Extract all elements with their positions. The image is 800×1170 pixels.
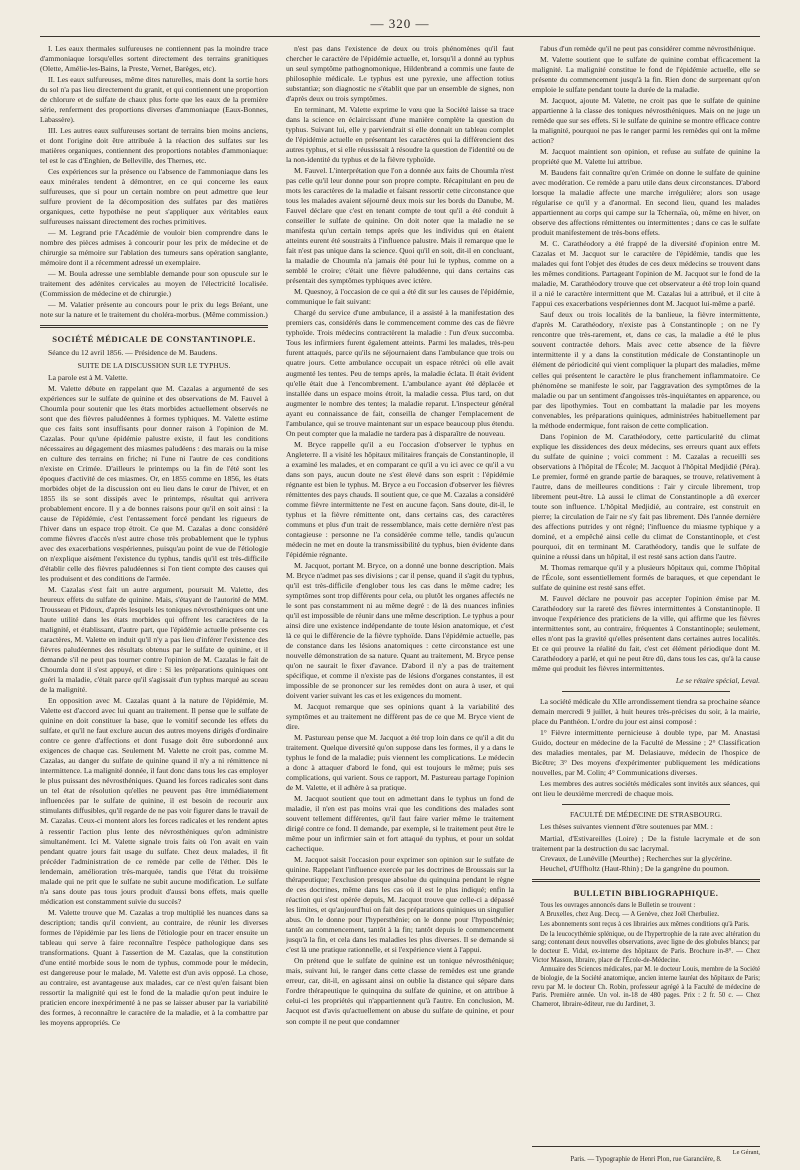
divider [562, 804, 730, 805]
paragraph: M. Quesnoy, à l'occasion de ce qui a été dit sur les causes de l'épidémie, communique le fait suivant: [286, 287, 514, 307]
gerant-label: Le Gérant, [732, 1149, 760, 1156]
paragraph: M. Jacquot, ajoute M. Valette, ne croit pas que le sulfate de quinine appartienne à la classe des toniques névrosthéniques. Mais on ne juge un remède que sur ses effets. Si le sulfate de quinine se montre efficace contre la malignité, pourquoi ne pas le ranger parmi les remèdes qui ont la même action? [532, 96, 760, 146]
paragraph: M. Valette trouve que M. Cazalas a trop multiplié les nuances dans sa description; tandis qu'il convient, au contraire, de réunir les diverses formes de l'épidémie par les liens de l'étiologie pour en tracer ensuite un tableau qui serve à faire reconnaître l'espèce pathologique dans ses transformations. Quant à l'assertion de M. Cazalas, que la constitution d'une entité morbide sous le nom de typhus, commode pour le médecin, est dangereuse pour le malade, M. Valette est d'un avis opposé. La chose, au contraire, est avantageuse aux malades, car ce n'est qu'en faisant bien ressortir la malignité qui est le fond de la maladie qu'on peut induire le praticien encore inexpérimenté à ne pas se laisser abuser par la variabilité des formes, à reconnaître le caractère de la maladie, et à la combattre par les moyens appropriés. Ce [40, 907, 268, 1027]
header-rule [40, 36, 760, 37]
section-divider [40, 325, 268, 328]
bulletin-title: BULLETIN BIBLIOGRAPHIQUE. [573, 888, 719, 899]
column-2 [286, 44, 514, 1138]
notice-paragraph: 1° Fièvre intermittente pernicieuse à double type, par M. Anastasi Guido, docteur en médecine de la Faculté de Messine ; 2° Classification des maladies mentales, par M. Delasiauve, médecin de l'hospice de Bicêtre; 3° Des moyens d'expérimenter publiquement les médications nouvelles, par M. Colin; 4° Communications diverses. [532, 728, 760, 778]
biblio-entry: Tous les ouvrages annoncés dans le Bulletin se trouvent : [540, 901, 696, 909]
printer-line: Paris. — Typographie de Henri Plon, rue Garancière, 8. [570, 1156, 722, 1163]
paragraph: M. Valette soutient que le sulfate de quinine combat efficacement la malignité. La malignité constitue le fond de l'épidémie actuelle, elle se présente du commencement jusqu'à la fin. Rien donc de surprenant qu'on emploie le sulfate pendant toute la durée de la maladie. [532, 55, 760, 95]
paragraph: l'abus d'un remède qu'il ne peut pas considérer comme névrosthénique. [540, 44, 756, 53]
paragraph: M. Fauvel. L'interprétation que l'on a donnée aux faits de Choumla n'est pas celle qu'il leur donne pour son propre compte. Récapitulant en peu de mots les caractères de la maladie et faisant ressortir cette circonstance que tous les malades avaient séjourné deux mois sur les bords du Danube, M. Fauvel déclare que c'est en tenant compte de tout qu'il a été conduit à conseiller le sulfate de quinine. On doit noter que la maladie ne se manifesta qu'un certain temps après que les individus qui en étaient atteints eurent été soustraits à l'influence palustre. Mais il remarque que le fait n'est pas unique dans la science. Quoi qu'il en soit, dit-il en concluant, la maladie de Choumla n'a jamais été pour lui le typhus, comme on a semblé le croire; c'était une fièvre paludéenne, qui dans certains cas présentait des symptômes typhiques avec ictère. [286, 166, 514, 286]
session-line: Séance du 12 avril 1856. — Présidence de M. Baudens. [48, 347, 218, 357]
paragraph: M. Pastureau pense que M. Jacquot a été trop loin dans ce qu'il a dit du traitement. Quelque diversité qu'on suppose dans les formes, il y a dans le typhus le fond de la maladie; puis viennent les complications. Le médecin a donc à attaquer d'abord le fond, qui est toujours le même; puis ses complications, qui varient. Sous ce rapport, M. Pastureau partage l'opinion de M. Valette, et il adhère à sa pratique. [286, 733, 514, 793]
printer-footer [532, 1146, 760, 1163]
paragraph: M. Jacquot saisit l'occasion pour exprimer son opinion sur le sulfate de quinine. Rappelant l'influence exercée par les doctrines de Broussais sur la thérapeutique; l'exclusion presque absolue du quinquina pendant le règne de ces doctrines, même dans les cas où il est le plus indiqué; enfin la réaction qui s'est opérée depuis, M. Jacquot trouve que celle-ci a dépassé les limites, et qu'aujourd'hui on fait des préparations quiniques un singulier abus. On le donne pour l'hypersthénie; on le donne pour l'hyposthénie; tantôt au commencement, tantôt à la fin; tantôt depuis le commencement jusqu'à la fin, et cela dans les maladies les plus diverses. Il se demande si c'est là une pratique rationnelle, et si l'expérience vient à l'appui. [286, 855, 514, 955]
paragraph: En terminant, M. Valette exprime le vœu que la Société laisse sa trace dans la science en éclaircissant d'une manière complète la question du typhus. Suivant lui, elle y parviendrait si elle donnait un tableau complet de l'épidémie actuelle en présentant les caractères qui la différencient des autres typhus, et si elle réussissait à résoudre la question de l'identité ou de la non-identité du typhus et de la fièvre typhoïde. [286, 105, 514, 165]
paragraph: — M. Valatier présente au concours pour le prix du legs Bréant, une note sur la nature et le traitement du choléra-morbus. (Même commission.) [40, 300, 268, 320]
paragraph: M. Jacquot maintient son opinion, et refuse au sulfate de quinine la propriété que M. Valette lui attribue. [532, 147, 760, 167]
paragraph: Chargé du service d'une ambulance, il a assisté à la manifestation des premiers cas, considérés dans le commencement comme des cas de fièvre typhoïde. Trois médecins contractèrent la maladie : l'un d'eux succomba. Tous les infirmiers furent également atteints. Parmi les malades, très-peu furent attaqués, parce qu'ils ne séjournaient dans l'ambulance que trois ou quatre jours. Cette ambulance occupait un espace rétréci où elle avait augmenté les tentes. Peu de temps après, la maladie éclata. Il était évident qu'elle était due à l'encombrement. L'ambulance ayant été déplacée et installée dans un espace moins étroit, la maladie cessa. Plus tard, on dut augmenter le nombre des tentes; la maladie reparut. L'inspecteur général ayant eu connaissance de fait, conseilla de changer l'emplacement de l'ambulance, qui se trouve maintenant sur un espace beaucoup plus étendu. On peut compter que la maladie ne tardera pas à disparaître de nouveau. [286, 308, 514, 438]
biblio-entry: A Bruxelles, chez Aug. Decq. — A Genève, chez Joël Cherbuliez. [540, 911, 720, 919]
paragraph: II. Les eaux sulfureuses, même dites naturelles, mais dont la sortie hors du sol n'a pas lieu directement du granit, et qui contiennent une proportion de chlorure et de sulfate de chaux plus forte que les eaux de la première série, renferment des proportions diverses d'ammoniaque (Eaux-Bonnes, Labassère). [40, 75, 268, 125]
paragraph: M. Cazalas s'est fait un autre argument, poursuit M. Valette, des heureux effets du sulfate de quinine. Mais, s'étayant de l'autorité de MM. Trousseau et Pidoux, d'après lesquels les toniques névrosthéniques ont une haute utilité dans les états morbides qui offrent les caractères de la malignité, et établissant, d'autre part, que l'épidémie actuelle présente ces caractères, M. Valette en induit qu'il n'y a pas lieu d'inférer l'existence des fièvres paludéennes des résultats obtenus par le sulfate de quinine, et il demande s'il ne peut pas tourner contre l'opinion de M. Cazalas le fait de Choumla dont il s'est appuyé, et dire : Si les préparations quiniques ont guéri la maladie, c'était parce qu'il s'agissait d'un typhus marqué au sceau de la malignité. [40, 585, 268, 695]
paragraph: M. Jacquot soutient que tout en admettant dans le typhus un fond de maladie, il n'en est pas moins vrai que les conditions des malades sont souvent tellement différentes, qu'il faut faire varier même le traitement dirigé contre ce fond. Il demande, par exemple, si le traitement peut être le même pour un infirmier sain et fort attaqué du typhus, et pour un soldat cachectique. [286, 794, 514, 854]
list-item: Martial, d'Estivareilles (Loire) ; De la fistule lacrymale et de son traitement par la destruction du sac lacrymal. [532, 834, 760, 854]
page-number: — 320 — [370, 16, 430, 31]
paragraph: I. Les eaux thermales sulfureuses ne contiennent pas la moindre trace d'ammoniaque lorsqu'elles sortent directement des terrains granitiques (Olette, Amélie-les-Bains, la Preste, Vernet, Barèges, etc). [40, 44, 268, 74]
secretary-signature: Le se rétaire spécial, Leval. [675, 675, 760, 685]
paragraph: On prétend que le sulfate de quinine est un tonique névrosthénique; mais, suivant lui, le ranger dans cette classe de remèdes est une grande erreur, car, dit-il, en agissant ainsi on oublie la distance qui sépare dans l'ordre thérapeutique le quinquina du sulfate de quinine, et on attribue à celui-ci les propriétés qui n'appartiennent qu'à l'autre. En conclusion, M. Jacquot est d'avis qu'actuellement on abuse du sulfate de quinine, et pour son compte il ne peut que condamner [286, 956, 514, 1026]
theses-intro: Les thèses suivantes viennent d'être soutenues par MM. : [540, 822, 713, 832]
paragraph: — M. Boula adresse une semblable demande pour son opuscule sur le traitement des adénites cervicales au moyen de l'électricité localisée. (Commission de médecine et de chirurgie.) [40, 269, 268, 299]
faculty-title: FACULTÉ DE MÉDECINE DE STRASBOURG. [569, 810, 723, 820]
paragraph: La parole est à M. Valette. [48, 372, 128, 382]
notice-paragraph: La société médicale du XIIe arrondissement tiendra sa prochaine séance demain mercredi 9 juillet, à huit heures très-précises du soir, à la mairie, place du Panthéon. L'ordre du jour est ainsi composé : [532, 696, 760, 727]
paragraph: M. Fauvel déclare ne pouvoir pas accepter l'opinion émise par M. Carathéodory sur la rareté des fièvres intermittentes à Constantinople. Il invoque l'expérience des praticiens de la ville, qui affirme que les fièvres intermittentes sont, au contraire, fréquentes à Constantinople; seulement, elles n'ont pas la gravité qu'elles présentent dans certaines autres localités. Et ce qui prouve la réalité du fait, c'est cet élément périodique dont M. Carathéodory a parlé, et qui ne peut être dû, dans tous les cas, qu'à la cause même qui produit les fièvres intermittentes. [532, 593, 760, 673]
column-1 [40, 44, 268, 1138]
paragraph: n'est pas dans l'existence de deux ou trois phénomènes qu'il faut chercher le caractère de l'épidémie actuelle, et, lorsqu'il a donné au typhus un seul symptôme pathognomonique, Hildenbrand a commis une faute de philosophie médicale. Le typhus est une pyrexie, une affection totius substantiæ; son diagnostic ne s'établit que par un ensemble de signes, non d'après deux ou trois symptômes. [286, 44, 514, 104]
list-item: Heuchel, d'Uffholtz (Haut-Rhin) ; De la gangrène du poumon. [540, 864, 729, 874]
paragraph: M. Jacquot, portant M. Bryce, on a donné une bonne description. Mais M. Bryce n'admet pas ses divisions ; car il pense, quand il s'agit du typhus, qu'il est très-difficile d'englober tous les cas dans le même cadre; les symptômes sont trop différents pour cela, ou plutôt les organes affectés ne le sont pas constamment ni au même degré : de là des nuances infinies qu'il est impossible de réunir dans une même description. Le typhus a pour ainsi dire une existence indépendante de toute lésion anatomique, et c'est là ce qui le différencie de la fièvre typhoïde. Dans l'épidémie actuelle, pas de constance dans les lésions anatomiques : cette circonstance est une nouvelle démonstration de sa nature. Quant au traitement, M. Bryce pense qu'on ne saurait le fixer d'avance. D'abord il n'y a pas de traitement spécifique, et comme il n'existe pas de lésions d'organes constantes, il est impossible de se prononcer sur les remèdes dont on aura à user, et qui doivent varier suivant les cas et les exigences du moment. [286, 560, 514, 700]
biblio-entry: De la leucocythémie splénique, ou de l'hypertrophie de la rate avec altération du sang; contenant deux nouvelles observations, avec ligne de des globules blancs; par le docteur E. Vidal, ex-interne des hôpitaux de Paris. Brochure in-8°. — Chez Victor Masson, libraire, place de l'École-de-Médecine. [532, 930, 760, 964]
paragraph: M. Valette débute en rappelant que M. Cazalas a argumenté de ses expériences sur le sulfate de quinine et des observations de M. Fauvel à Choumla pour soutenir que les états morbides actuellement observés ne sont que des fièvres paludéennes à formes typhiques. M. Valette estime que ces faits sont insuffisants pour donner raison à l'opinion de M. Cazalas. Pour qu'une épidémie palustre existe, il faut les conditions nécessaires au dégagement des miasmes paludéens : des marais ou la mise en culture des terrains en friche; ni l'une ni l'autre de ces conditions n'existe en Crimée. D'ailleurs le printemps ou la fin de l'été sont les époques d'activité de ces miasmes. Or, en 1855 comme en 1856, les états morbides objet de la discussion ont eu lieu dans le cœur de l'hiver, et en 1855 ils se sont dissipés avec le printemps, résultat qui arrivera probablement encore. Il y a de bonnes raisons pour qu'il en soit ainsi : la cause de l'épidémie, c'est l'entassement forcé pendant les rigueurs de l'hiver dans un espace trop étroit. Ce que M. Cazalas a donc considéré comme fièvres d'accès n'est autre chose très probablement que le typhus avec des exacerbations vespériennes, puisqu'au point de vue de l'étiologie on n'explique aisément l'existence du typhus, tandis qu'il est très-difficile d'établir celle des fièvres paludéennes si l'on tient compte des causes qui les produisent et des conditions de l'armée. [40, 383, 268, 584]
paragraph: M. Thomas remarque qu'il y a plusieurs hôpitaux qui, comme l'hôpital de l'École, sont essentiellement formés de baraques, et que cependant le sulfate de quinine est resté sans effet. [532, 562, 760, 592]
biblio-entry: Annuaire des Sciences médicales, par M. le docteur Louis, membre de la Société de biologie, de la Société anatomique, ancien interne lauréat des hôpitaux de Paris; revu par M. le docteur Ch. Robin, professeur agrégé à la Faculté de médecine de Paris. Première année. Un vol. in-18 de 480 pages. Prix : 2 fr. 50 c. — Chez Chamerot, libraire-éditeur, rue du Jardinet, 3. [532, 966, 760, 1009]
theses-list [532, 834, 760, 874]
section-divider [532, 879, 760, 882]
paragraph: En opposition avec M. Cazalas quant à la nature de l'épidémie, M. Valette est d'accord avec lui quant au traitement. Il pense que le sulfate de quinine en doit constituer la base, que le vomitif seconde les effets du sulfate, et qu'il ne faut exclure aucun des autres moyens dirigés d'ordinaire contre ce genre d'affections et dont l'usage doit être subordonné aux exigences de chaque cas. Seulement M. Valette ne croit pas, comme M. Cazalas, au danger du sulfate de quinine quand il n'y a ni rémittence ni intermittence. La malignité donnée, il faut donc dans tous les cas employer le plus puissant des névrosthéniques. Quand les forces radicales sont dans un tel état de résolution qu'elles ne peuvent pas être immédiatement influencées par le sulfate de quinine, il est besoin de recourir aux stimulants diffusibles, qu'il regarde de ne pas voir figurer dans le travail de M. Cazalas. Ceux-ci montent alors les forces radicales et les rendent aptes à ressentir l'action plus lente des névrosthéniques qu'on administre simultanément. Ici M. Valette signale trois faits où l'on avait en vain pendant quatre jours fait usage du sulfate. Chez deux malades, il fit précéder l'administration de ce remède par celle de l'éther. Dès le lendemain, amélioration très-marquée, tandis que l'état du troisième malade qui ne prit que le sulfate ne subit aucune modification. Le sulfate n'a sans doute pas tous jours produit d'aussi bons effets, mais quelle médication est constamment suivie du succès? [40, 696, 268, 906]
list-item: Crevaux, de Lunéville (Meurthe) ; Recherches sur la glycérine. [540, 854, 732, 864]
paragraph: Dans l'opinion de M. Carathéodory, cette particularité du climat explique les dissidences des deux médecins, ses erreurs quant aux effets du sulfate de quinine ; voici comment : M. Cazalas a recueilli ses observations à l'hôpital de l'École; M. Jacquot à l'hôpital Medjidié (Péra). Le premier, formé en grande partie de baraques, se trouve, relativement à l'autre, dans de meilleures conditions : l'air y circule librement, trop librement peut-être. Là aussi le climat de Constantinople a dû exercer toute son influence. L'hôpital Medjidié, au contraire, est construit en pierre; la circulation de l'air ne s'y fait pas librement. Dès l'année dernière des affections putrides y ont régné; l'influence du miasme typhique y a dominé, et a empêché ainsi celle du climat de Constantinople, et c'est pourquoi, dit en terminant M. Carathéodory, tandis que le sulfate de quinine a réussi dans un hôpital, il est resté sans action dans l'autre. [532, 431, 760, 561]
society-title: SOCIÉTÉ MÉDICALE DE CONSTANTINOPLE. [52, 334, 256, 345]
discussion-subtitle: SUITE DE LA DISCUSSION SUR LE TYPHUS. [77, 360, 231, 370]
paragraph: M. Baudens fait connaître qu'en Crimée on donne le sulfate de quinine avec modération. Ce remède a paru utile dans deux circonstances. D'abord lorsque la maladie affecte une marche irrégulière; alors son usage régularise ce qu'il y a d'anormal. En second lieu, quand les malades appartiennent au corps qui campe sur la Tchernaïa, où, même en hiver, on observe des affections rémittentes ou intermittentes ; dans ce cas le sulfate produit manifestement de très-bons effets. [532, 168, 760, 238]
paragraph: III. Les autres eaux sulfureuses sortant de terrains bien moins anciens, et dont l'origine doit être attribuée à la réaction des sulfates sur les matières organiques, contiennent des proportions notables d'ammoniaque: tel est le cas d'Enghien, de Belleville, des Thernes, etc. [40, 126, 268, 166]
biblio-entry: Les abonnements sont reçus à ces librairies aux mêmes conditions qu'à Paris. [540, 920, 750, 928]
notice-paragraph: Les membres des autres sociétés médicales sont invités aux séances, qui ont lieu le deuxième mercredi de chaque mois. [532, 779, 760, 799]
paragraph: — M. Legrand prie l'Académie de vouloir bien comprendre dans le nombre des pièces admises à concourir pour les prix de médecine et de chirurgie sa mémoire sur l'ablation des tumeurs sans opération sanglante, mémoire dont il a récemment adressé un exemplaire. [40, 228, 268, 268]
paragraph: Ces expériences sur la présence ou l'absence de l'ammoniaque dans les eaux minérales tendent à démontrer, en ce qui concerne les eaux sulfureuses, que si pour un certain nombre on peut admettre que leur sulfure provient de la décomposition des sulfates par des matières organiques, cette hypothèse ne peut s'appliquer aux véritables eaux sulfureuses naissant directement des roches primitives. [40, 167, 268, 227]
paragraph: Sauf deux ou trois localités de la banlieue, la fièvre intermittente, d'après M. Carathéodory, n'existe pas à Constantinople ; on ne l'y rencontre que très-rarement, et, dans ce cas, la maladie a été le plus souvent contractée dehors. Mais avec cette absence de la fièvre intermittente il y a dans la constitution médicale de Constantinople un élément de périodicité qui vient compliquer la plupart des maladies, même celles qui présentent le caractère le plus franchement inflammatoire. Ce phénomène se manifeste le soir, par l'aggravation des symptômes de la maladie ou par un sentiment d'angoisses très-inquiétantes en apparence, ou par des lipothymies. Tout en combattant la maladie par les moyens convenables, les préparations quiniques, administrées habituellement par la méthode endermique, font raison de cette complication. [532, 310, 760, 430]
paragraph: M. Jacquot remarque que ses opinions quant à la variabilité des symptômes et au traitement ne diffèrent pas de ce que M. Bryce vient de dire. [286, 702, 514, 732]
column-3 [532, 44, 760, 1138]
divider [562, 691, 730, 692]
paragraph: M. Bryce rappelle qu'il a eu l'occasion d'observer le typhus en Angleterre. Il a visité les hôpitaux militaires français de Constantinople, il a examiné les malades, et en comparant ce qu'il a vu ici avec ce qu'il a vu dans son pays, aucun doute ne s'est élevé dans son esprit : l'épidémie régnante est bien le typhus. M. Bryce a eu l'occasion d'observer les fièvres rémittentes des pays chauds. Il soutient que, ce que M. Cazalas a considéré comme fièvre intermittente ne l'est en aucune façon. Sans doute, dit-il, le typhus et la fièvre rémittente ont, dans certains cas, des caractères communs et plus d'un trait de ressemblance, mais cette dernière n'est pas contagieuse : personne ne l'a considérée comme telle, tandis qu'aucun médecin ne met en doute la transmissibilité du typhus, bien évidente dans l'épidémie régnante. [286, 439, 514, 559]
bibliography [532, 902, 760, 1010]
paragraph: M. C. Carathéodory a été frappé de la diversité d'opinion entre M. Cazalas et M. Jacquot sur le caractère de l'épidémie, tandis que les malades qui font l'objet des études de ces deux médecins se trouvent dans les mêmes conditions. Partageant l'opinion de M. Jacquot sur le fond de la maladie, M. Carathéodory trouve que cet observateur a été trop loin quand il a nié le caractère intermittent que M. Cazalas lui a attribué, et il cite à l'appui ces exacerbations vespériennes dont M. Jacquot lui-même a parlé. [532, 239, 760, 309]
